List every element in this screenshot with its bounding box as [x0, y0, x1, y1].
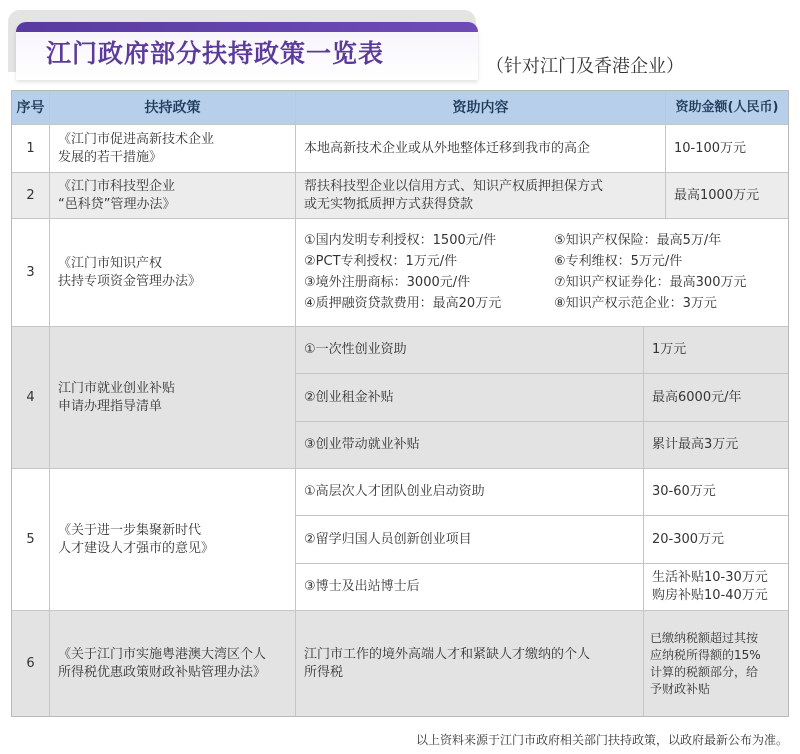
row5-policy-line1: 《关于进一步集聚新时代: [58, 522, 202, 538]
row2-content-line1: 帮扶科技型企业以信用方式、知识产权质押担保方式: [304, 178, 604, 194]
row6-amount-line2: 应纳税所得额的15%: [650, 647, 761, 662]
row5-sub1-content: ①高层次人才团队创业启动资助: [296, 469, 644, 516]
row2-policy-line1: 《江门市科技型企业: [58, 178, 176, 194]
row5-sub3-amount: [644, 564, 788, 611]
header-content: 资助内容: [296, 91, 666, 125]
row3-policy-line2: 扶持专项资金管理办法》: [58, 273, 202, 289]
row5-sub3-amount-line1: 生活补贴10-30万元: [652, 570, 768, 585]
row4-sub2-amount: 最高6000元/年: [644, 374, 788, 422]
row3-item-2: ②PCT专利授权：1万元/件: [304, 254, 458, 269]
row2-content-line2: 或无实物抵质押方式获得贷款: [304, 196, 474, 212]
row1-policy-line2: 发展的若干措施》: [58, 149, 163, 165]
row1-policy-line1: 《江门市促进高新技术企业: [58, 131, 215, 147]
row5-seq: 5: [12, 469, 50, 611]
row1-policy: [50, 125, 296, 173]
row5-sub1-amount: 30-60万元: [644, 469, 788, 516]
row6-content-line2: 所得税: [304, 664, 344, 680]
row4-sub3-content: ③创业带动就业补贴: [296, 422, 644, 469]
row3-seq: 3: [12, 219, 50, 327]
footnote: 以上资料来源于江门市政府相关部门扶持政策，以政府最新公布为准。: [415, 733, 788, 747]
row5-sub3-amount-line2: 购房补贴10-40万元: [652, 588, 768, 603]
row6-policy: [50, 611, 296, 716]
row2-policy: [50, 173, 296, 219]
row4-sub1-content: ①一次性创业资助: [296, 327, 644, 374]
row1-amount: 10-100万元: [666, 125, 788, 173]
row6-seq: 6: [12, 611, 50, 716]
row3-item-6: ⑥专利维权：5万元/件: [554, 254, 683, 269]
row4-policy: [50, 327, 296, 469]
row3-item-3: ③境外注册商标：3000元/件: [304, 275, 471, 290]
row1-seq: 1: [12, 125, 50, 173]
row6-amount-line1: 已缴纳税额超过其按: [650, 630, 759, 645]
row2-amount: 最高1000万元: [666, 173, 788, 219]
row4-policy-line1: 江门市就业创业补贴: [58, 380, 176, 396]
header-policy: 扶持政策: [50, 91, 296, 125]
row5-sub2-amount: 20-300万元: [644, 516, 788, 564]
row6-amount: [644, 611, 788, 716]
row3-items: [296, 219, 788, 327]
row6-content-line1: 江门市工作的境外高端人才和紧缺人才缴纳的个人: [304, 646, 591, 662]
row6-policy-line1: 《关于江门市实施粤港澳大湾区个人: [58, 646, 267, 662]
row5-policy-line2: 人才建设人才强市的意见》: [58, 540, 215, 556]
row3-policy-line1: 《江门市知识产权: [58, 255, 163, 271]
row4-sub2-content: ②创业租金补贴: [296, 374, 644, 422]
policy-table: [11, 90, 789, 717]
row5-sub2-content: ②留学归国人员创新创业项目: [296, 516, 644, 564]
title-accent-bar: [16, 22, 478, 32]
row4-sub1-amount: 1万元: [644, 327, 788, 374]
row6-amount-line4: 予财政补贴: [650, 681, 711, 696]
row5-policy: [50, 469, 296, 611]
row6-content: [296, 611, 644, 716]
row3-item-8: ⑧知识产权示范企业：3万元: [554, 296, 717, 311]
row2-seq: 2: [12, 173, 50, 219]
row6-amount-line3: 计算的税额部分，给: [650, 664, 759, 679]
row1-content: 本地高新技术企业或从外地整体迁移到我市的高企: [296, 125, 666, 173]
row5-sub3-content: ③博士及出站博士后: [296, 564, 644, 611]
row3-item-4: ④质押融资贷款费用：最高20万元: [304, 296, 502, 311]
row4-seq: 4: [12, 327, 50, 469]
row4-sub3-amount: 累计最高3万元: [644, 422, 788, 469]
row3-item-7: ⑦知识产权证券化：最高300万元: [554, 275, 747, 290]
row3-item-1: ①国内发明专利授权：1500元/件: [304, 233, 497, 248]
page-title: 江门政府部分扶持政策一览表: [46, 39, 385, 68]
page-subtitle: （针对江门及香港企业）: [486, 56, 684, 77]
row2-content: [296, 173, 666, 219]
row2-policy-line2: “邑科贷”管理办法》: [58, 196, 176, 212]
row4-policy-line2: 申请办理指导清单: [58, 398, 163, 414]
row3-policy: [50, 219, 296, 327]
header-amount: 资助金额(人民币): [666, 91, 788, 125]
row6-policy-line2: 所得税优惠政策财政补贴管理办法》: [58, 664, 267, 680]
row3-items-grid: [296, 232, 784, 313]
header-seq: 序号: [12, 91, 50, 125]
row3-item-5: ⑤知识产权保险：最高5万/年: [554, 233, 722, 248]
